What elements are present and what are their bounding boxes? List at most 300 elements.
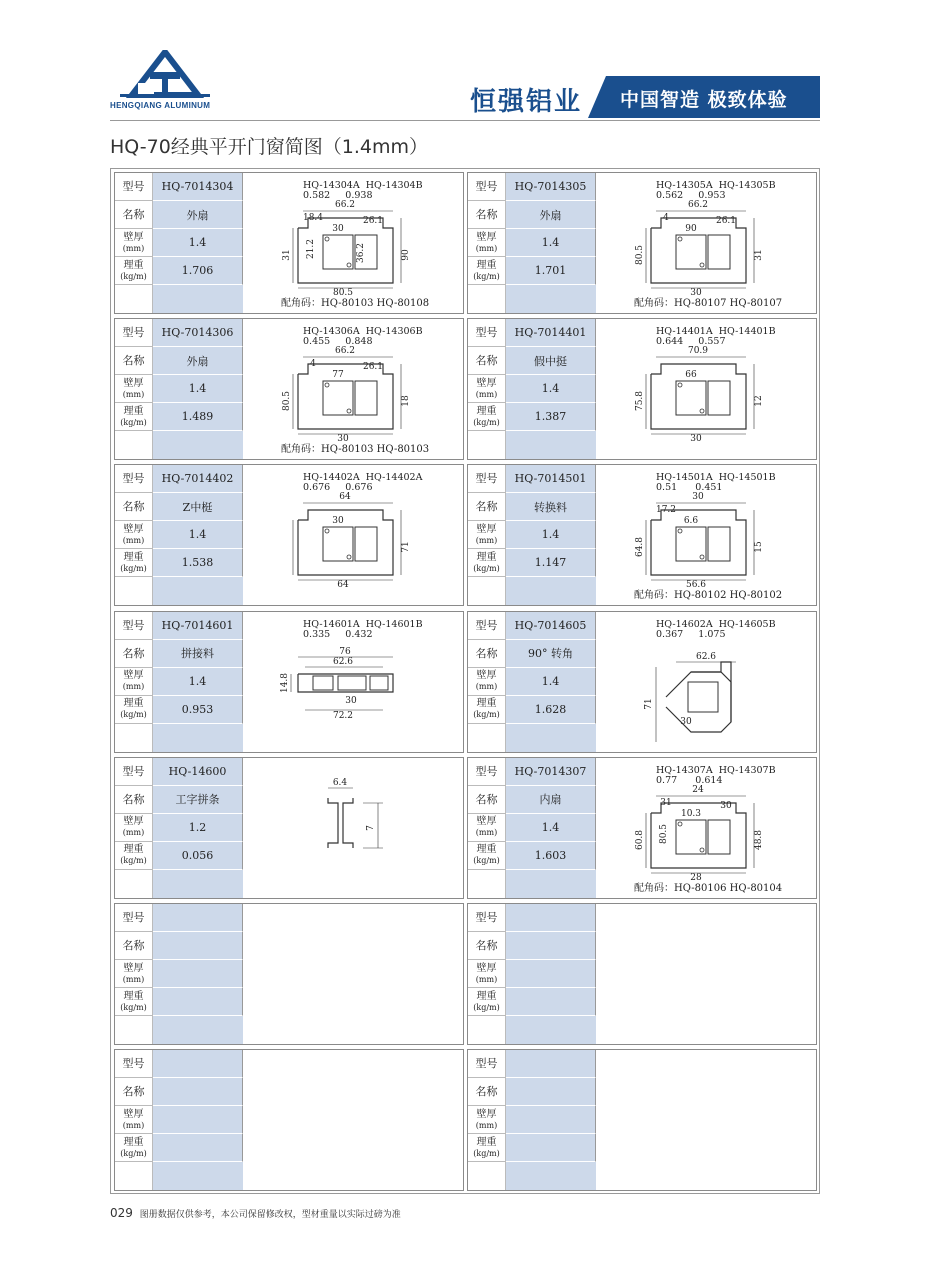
dimension-label: 77 [332,370,344,381]
profile-section-svg [596,758,816,898]
corner-connector-codes: 配角码：HQ-80103 HQ-80108 [281,298,430,309]
name-value: 拼接料 [153,640,243,668]
weight-label [115,1134,153,1162]
profile-card [467,318,817,460]
model-label: 型号 [115,758,153,786]
dimension-label: 64 [339,492,351,503]
dimension-label: 75.8 [635,391,645,412]
card-footer-cell [115,870,243,898]
thick-label-text: 壁厚 [123,1108,144,1120]
thick-label [115,960,153,988]
weight-unit: (kg/m) [120,1148,147,1158]
weight-value: 1.538 [153,549,243,577]
weight-label-text: 理重 [123,259,144,271]
card-footer-cell [115,285,243,313]
dimension-label: 10.3 [680,808,702,819]
footer-value-cell [506,1016,596,1044]
weight-label-text: 理重 [476,1136,497,1148]
dimension-label: 66 [685,370,697,381]
weight-value: 0.953 [153,696,243,724]
dimension-label: 64 [337,580,349,591]
thick-label [115,668,153,696]
thick-value [506,960,596,988]
thick-value: 1.2 [153,814,243,842]
thick-unit: (mm) [122,535,145,545]
dimension-label: 26.1 [715,216,737,226]
card-footer-cell [115,577,243,605]
thick-value: 1.4 [153,375,243,403]
model-value: HQ-7014601 [153,612,243,640]
name-label: 名称 [115,201,153,229]
footer-value-cell [153,577,243,605]
footer-label-cell [468,431,506,459]
weight-label [468,988,506,1016]
thick-label-text: 壁厚 [123,231,144,243]
footer-label-cell [115,1162,153,1190]
model-label: 型号 [115,319,153,347]
page-header [0,0,930,125]
weight-value: 1.706 [153,257,243,285]
dimension-label: 30 [332,516,344,527]
weight-label [468,696,506,724]
name-value: 外扇 [506,201,596,229]
profile-drawing [243,319,463,459]
name-label: 名称 [468,493,506,521]
weight-unit: (kg/m) [120,710,147,720]
part-code-line: 0.51 0.451 [656,482,723,494]
thick-label-text: 壁厚 [123,670,144,682]
weight-unit: (kg/m) [120,271,147,281]
footer-value-cell [506,870,596,898]
profile-section-svg [243,319,463,459]
thick-label [115,375,153,403]
footer-value-cell [153,724,243,752]
weight-label-text: 理重 [476,844,497,856]
thick-label [468,668,506,696]
dimension-label: 12 [754,395,764,407]
footer-value-cell [153,1016,243,1044]
weight-unit: (kg/m) [120,856,147,866]
footer-value-cell [506,724,596,752]
dimension-label: 31 [660,797,672,808]
dimension-label: 80.5 [282,391,292,412]
footer-label-cell [115,577,153,605]
name-label: 名称 [468,201,506,229]
profile-chamber [323,235,353,269]
weight-label [468,842,506,870]
weight-label-text: 理重 [476,990,497,1002]
footer-label-cell [115,870,153,898]
weight-unit: (kg/m) [473,856,500,866]
brand-name: 恒强铝业 [470,87,583,117]
model-label: 型号 [468,1050,506,1078]
dimension-label: 80.5 [332,288,354,298]
profile-card [114,611,464,753]
part-code-line: 0.562 0.953 [656,190,726,201]
dimension-label: 6.4 [332,777,348,788]
part-code-line: 0.644 0.557 [656,336,726,348]
profile-card [114,757,464,899]
thick-unit: (mm) [122,389,145,399]
page-footer [110,1206,401,1220]
profile-drawing [596,465,816,605]
weight-value: 1.387 [506,403,596,431]
model-label: 型号 [468,758,506,786]
profile-outline [298,510,393,575]
model-value: HQ-7014306 [153,319,243,347]
screw-port [700,848,704,852]
profile-outline [691,662,731,722]
thick-label-text: 壁厚 [476,231,497,243]
part-code-line: HQ-14601A HQ-14601B [303,618,423,630]
model-value [506,904,596,932]
weight-label-text: 理重 [123,844,144,856]
weight-label-text: 理重 [476,698,497,710]
dimension-label: 18.4 [302,213,324,223]
profile-drawing [243,612,463,752]
thick-unit: (mm) [475,243,498,253]
screw-port [678,822,682,826]
model-label: 型号 [115,612,153,640]
thick-label [468,1106,506,1134]
model-value: HQ-7014304 [153,173,243,201]
weight-label-text: 理重 [123,1136,144,1148]
name-label: 名称 [115,640,153,668]
model-value [153,1050,243,1078]
thick-label-text: 壁厚 [476,670,497,682]
footer-value-cell [506,1162,596,1190]
thick-label [115,1106,153,1134]
dimension-label: 72.2 [332,710,354,721]
profile-card [467,611,817,753]
weight-label-text: 理重 [476,551,497,563]
profile-grid [110,168,820,1194]
name-value [506,932,596,960]
part-code-line: 0.335 0.432 [303,628,373,640]
dimension-label: 30 [680,716,692,727]
corner-connector-codes: 配角码：HQ-80106 HQ-80104 [634,882,783,894]
weight-unit: (kg/m) [473,563,500,573]
profile-card [467,757,817,899]
card-footer-cell [468,285,596,313]
profile-card [114,318,464,460]
thick-value: 1.4 [506,521,596,549]
thick-unit: (mm) [475,535,498,545]
model-value: HQ-14600 [153,758,243,786]
footer-label-cell [468,577,506,605]
profile-outline [298,364,393,429]
profile-chamber [676,381,706,415]
dimension-label: 90 [401,249,411,261]
dimension-label: 66.2 [334,346,356,357]
weight-label [115,842,153,870]
dimension-label: 48.8 [754,829,764,850]
card-footer-cell [115,724,243,752]
thick-label-text: 壁厚 [123,962,144,974]
screw-port [700,555,704,559]
profile-card [467,903,817,1045]
screw-port [347,263,351,267]
profile-card [467,172,817,314]
part-code-line: HQ-14304A HQ-14304B [303,180,423,191]
page-title: HQ-70经典平开门窗简图（1.4mm） [110,136,429,158]
name-label: 名称 [115,1078,153,1106]
slogan-text: 中国智造 极致体验 [620,89,788,111]
card-footer-cell [115,1016,243,1044]
profile-chamber [708,820,730,854]
profile-chamber [323,381,353,415]
part-code-line: 0.367 1.075 [656,628,726,640]
screw-port [678,529,682,533]
profile-drawing [243,904,463,1044]
thick-label [468,960,506,988]
weight-unit: (kg/m) [120,563,147,573]
weight-label-text: 理重 [476,259,497,271]
profile-chamber [688,682,718,712]
profile-chamber [313,676,333,690]
name-value [153,1078,243,1106]
thick-value: 1.4 [506,668,596,696]
profile-section-svg [596,612,816,752]
dimension-label: 66.2 [334,200,356,210]
screw-port [678,237,682,241]
weight-label [115,988,153,1016]
name-label: 名称 [468,347,506,375]
name-value [153,932,243,960]
profile-outline [343,798,353,848]
model-label: 型号 [115,904,153,932]
thick-value: 1.4 [506,375,596,403]
thick-unit: (mm) [122,828,145,838]
weight-unit: (kg/m) [473,710,500,720]
profile-chamber [355,381,377,415]
dimension-label: 30 [720,800,732,811]
weight-value: 1.603 [506,842,596,870]
card-footer-cell [115,1162,243,1190]
thick-value [153,960,243,988]
name-value: 假中挺 [506,347,596,375]
card-footer-cell [468,724,596,752]
profile-outline [651,364,746,429]
thick-value: 1.4 [153,521,243,549]
weight-value [153,1134,243,1162]
thick-label-text: 壁厚 [476,962,497,974]
name-label: 名称 [468,786,506,814]
model-label: 型号 [115,1050,153,1078]
dimension-label: 4 [310,359,316,370]
name-label: 名称 [115,932,153,960]
weight-label-text: 理重 [123,405,144,417]
name-value: 90° 转角 [506,640,596,668]
weight-value: 0.056 [153,842,243,870]
part-code-line: HQ-14307A HQ-14307B [656,764,776,776]
dimension-label: 70.9 [687,346,709,357]
model-value: HQ-7014402 [153,465,243,493]
thick-label-text: 壁厚 [476,377,497,389]
weight-value [506,988,596,1016]
weight-label [468,257,506,285]
card-footer-cell [115,431,243,459]
profile-section-svg [243,758,463,898]
name-value: 工字拼条 [153,786,243,814]
dimension-label: 30 [337,434,349,445]
corner-connector-codes: 配角码：HQ-80102 HQ-80102 [634,590,783,602]
dimension-label: 30 [332,224,344,234]
name-value: 内扇 [506,786,596,814]
dimension-label: 14.8 [280,672,290,693]
model-label: 型号 [468,904,506,932]
footer-label-cell [468,870,506,898]
profile-chamber [355,527,377,561]
profile-section-svg [243,465,463,605]
screw-port [325,383,329,387]
footer-label-cell [468,1016,506,1044]
weight-value: 1.489 [153,403,243,431]
thick-label-text: 壁厚 [476,816,497,828]
profile-drawing [596,612,816,752]
model-value [506,1050,596,1078]
dimension-label: 56.6 [685,580,707,591]
dimension-label: 71 [644,697,654,710]
card-footer-cell [468,431,596,459]
footer-value-cell [153,431,243,459]
card-footer-cell [468,870,596,898]
thick-label-text: 壁厚 [476,523,497,535]
thick-value [153,1106,243,1134]
profile-drawing [243,465,463,605]
screw-port [700,263,704,267]
thick-label [115,229,153,257]
profile-section-svg [243,612,463,752]
thick-unit: (mm) [475,1120,498,1130]
thick-unit: (mm) [122,243,145,253]
dimension-label: 36.2 [356,242,366,264]
dimension-label: 66.2 [687,200,709,210]
footer-label-cell [468,285,506,313]
thick-unit: (mm) [475,828,498,838]
thick-value: 1.4 [153,229,243,257]
profile-card [114,172,464,314]
name-label: 名称 [115,347,153,375]
footer-label-cell [115,1016,153,1044]
header-divider [110,120,820,121]
name-label: 名称 [468,932,506,960]
dimension-label: 31 [754,249,764,261]
profile-drawing [243,1050,463,1190]
weight-label [468,549,506,577]
name-label: 名称 [115,786,153,814]
profile-drawing [243,173,463,313]
weight-unit: (kg/m) [120,1002,147,1012]
profile-drawing [596,173,816,313]
footer-value-cell [153,870,243,898]
thick-value: 1.4 [506,229,596,257]
part-code-line: 0.676 0.676 [303,482,373,494]
weight-value: 1.701 [506,257,596,285]
footer-note: 图册数据仅供参考，本公司保留修改权，型材重量以实际过磅为准 [139,1210,401,1220]
footer-value-cell [153,285,243,313]
profile-chamber [370,676,388,690]
logo-text: HENGQIANG ALUMINUM [110,101,211,110]
profile-card [114,903,464,1045]
thick-value: 1.4 [153,668,243,696]
profile-drawing [596,319,816,459]
profile-chamber [676,820,706,854]
profile-section-svg [596,319,816,459]
part-code-line: 0.455 0.848 [303,336,373,348]
name-value: Z中梃 [153,493,243,521]
thick-label [115,521,153,549]
screw-port [325,237,329,241]
weight-label [115,549,153,577]
model-value: HQ-7014605 [506,612,596,640]
weight-value: 1.147 [506,549,596,577]
dimension-label: 64.8 [635,537,645,558]
profile-section-svg [596,173,816,313]
weight-label-text: 理重 [123,990,144,1002]
dimension-label: 30 [690,434,702,445]
footer-label-cell [468,724,506,752]
page-number: 029 [110,1206,133,1220]
footer-label-cell [115,724,153,752]
thick-unit: (mm) [475,389,498,399]
weight-unit: (kg/m) [473,1148,500,1158]
dimension-label: 80.5 [659,823,669,844]
thick-label [468,229,506,257]
dimension-label: 71 [401,541,411,554]
profile-outline [651,218,746,283]
thick-label [468,375,506,403]
weight-unit: (kg/m) [473,417,500,427]
model-label: 型号 [468,465,506,493]
weight-value [153,988,243,1016]
dimension-label: 7 [366,824,376,831]
footer-label-cell [468,1162,506,1190]
profile-chamber [708,235,730,269]
profile-section-svg [243,173,463,313]
dimension-label: 18 [401,395,411,407]
name-value: 转换料 [506,493,596,521]
dimension-label: 62.6 [332,656,354,667]
part-code-line: HQ-14602A HQ-14605B [656,618,776,630]
thick-unit: (mm) [475,682,498,692]
model-label: 型号 [468,319,506,347]
profile-chamber [708,527,730,561]
dimension-label: 30 [345,695,357,706]
screw-port [700,409,704,413]
dimension-label: 26.1 [362,216,384,226]
thick-label-text: 壁厚 [123,816,144,828]
weight-label [115,257,153,285]
dimension-label: 28 [690,872,702,883]
thick-label [115,814,153,842]
weight-label-text: 理重 [476,405,497,417]
corner-connector-codes: 配角码：HQ-80103 HQ-80103 [281,444,430,456]
corner-connector-codes: 配角码：HQ-80107 HQ-80107 [634,298,783,309]
part-code-line: 0.582 0.938 [303,190,373,201]
thick-label-text: 壁厚 [123,377,144,389]
profile-chamber [323,527,353,561]
profile-card [114,1049,464,1191]
dimension-label: 15 [754,541,764,554]
name-value: 外扇 [153,201,243,229]
profile-card [467,1049,817,1191]
profile-drawing [596,758,816,898]
screw-port [347,409,351,413]
profile-outline [651,510,746,575]
thick-unit: (mm) [122,1120,145,1130]
card-footer-cell [468,577,596,605]
